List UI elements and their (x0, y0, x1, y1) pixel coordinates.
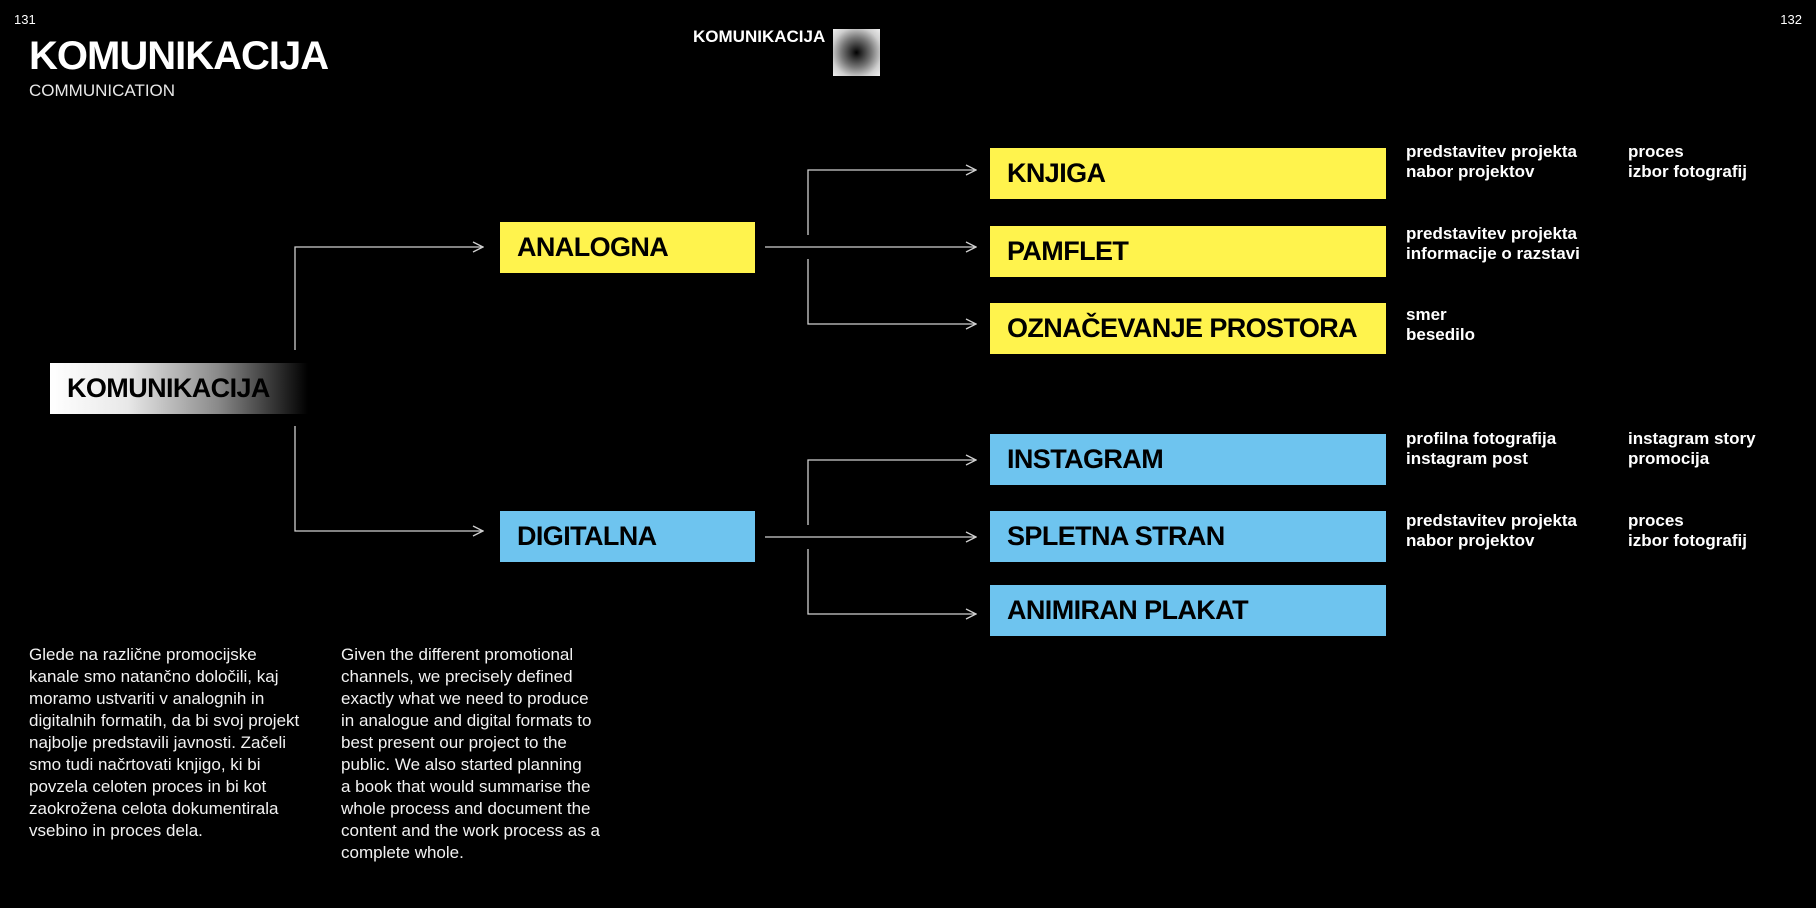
node-analogna: ANALOGNA (500, 222, 755, 273)
note-knjiga-1: predstavitev projekta nabor projektov (1406, 142, 1578, 181)
page-title: KOMUNIKACIJA (29, 34, 329, 78)
connector-root-digitalna (295, 426, 483, 531)
node-digitalna: DIGITALNA (500, 511, 755, 562)
root-node-komunikacija: KOMUNIKACIJA (50, 363, 308, 414)
note-pamflet-1: predstavitev projekta informacije o razstavi (1406, 224, 1580, 263)
node-animiran-plakat: ANIMIRAN PLAKAT (990, 585, 1386, 636)
note-knjiga-2: proces izbor fotografij (1628, 142, 1747, 181)
node-pamflet: PAMFLET (990, 226, 1386, 277)
note-oznacevanje-1: smer besedilo (1406, 305, 1475, 344)
connector-analogna-oznacevanje (808, 259, 976, 324)
header-label: KOMUNIKACIJA (693, 27, 826, 46)
node-spletna-stran: SPLETNA STRAN (990, 511, 1386, 562)
note-instagram-2: instagram story promocija (1628, 429, 1756, 468)
connector-digitalna-animiran (808, 549, 976, 614)
paragraph-english: Given the different promotional channels, we precisely defined exactly what we need to produce in analogue and digital formats to best present our project to the public. We also started planning a book that would summarise the whole process and document the content and the work process as a complete whole. (341, 645, 600, 862)
node-knjiga: KNJIGA (990, 148, 1386, 199)
note-spletna-1: predstavitev projekta nabor projektov (1406, 511, 1578, 550)
connector-digitalna-instagram (808, 460, 976, 525)
page-number-right: 132 (1780, 12, 1802, 27)
node-oznacevanje-prostora: OZNAČEVANJE PROSTORA (990, 303, 1386, 354)
node-instagram: INSTAGRAM (990, 434, 1386, 485)
note-spletna-2: proces izbor fotografij (1628, 511, 1747, 550)
page-subtitle: COMMUNICATION (29, 81, 176, 100)
note-instagram-1: profilna fotografija instagram post (1406, 429, 1557, 468)
connector-root-analogna (295, 247, 483, 350)
connector-analogna-knjiga (808, 170, 976, 235)
paragraph-slovenian: Glede na različne promocijske kanale smo natančno določili, kaj moramo ustvariti v analognih in digitalnih formatih, da bi svoj projekt najbolje predstavili javnosti. Začeli smo tudi načrtovati knjigo, ki bi povzela celoten proces in bi kot zaokrožena celota dokumentirala vsebino in proces dela. (29, 645, 300, 840)
page-number-left: 131 (14, 12, 36, 27)
